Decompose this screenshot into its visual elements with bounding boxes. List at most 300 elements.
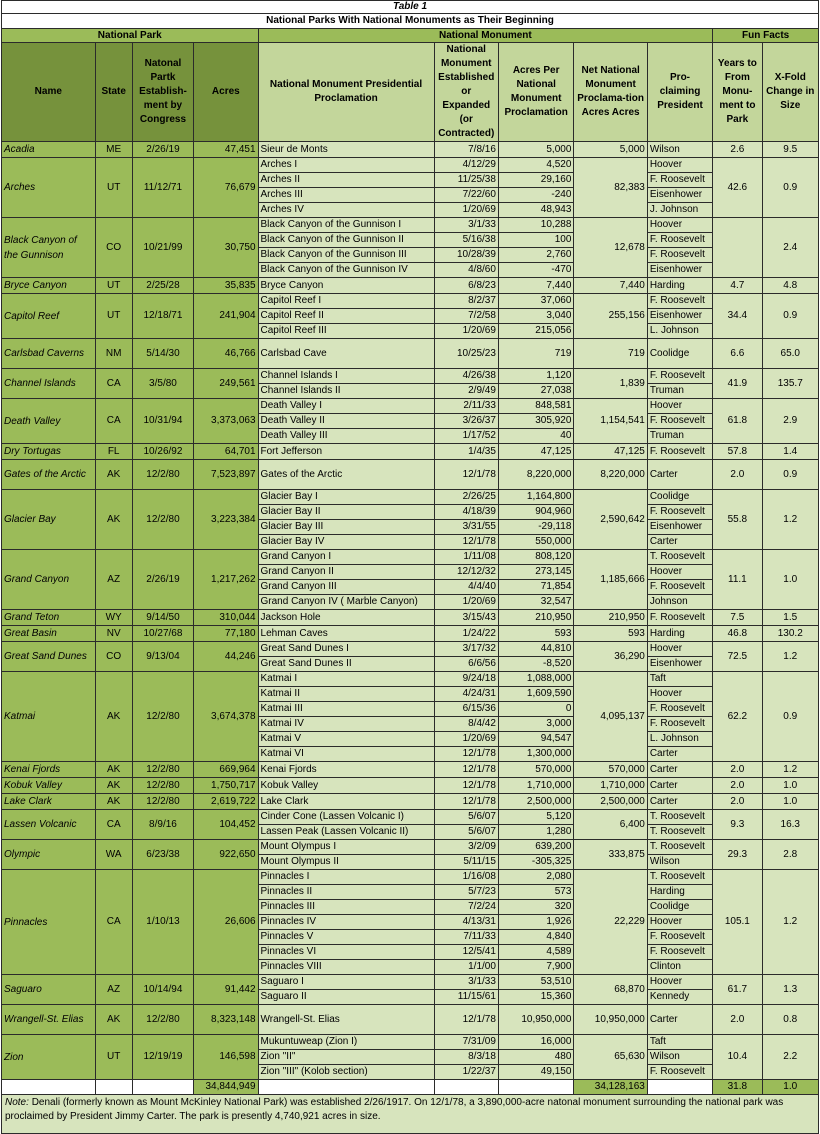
park-established: 10/31/94 bbox=[132, 399, 193, 444]
monument-president: F. Roosevelt bbox=[647, 717, 712, 732]
monument-name: Katmai III bbox=[258, 702, 434, 717]
years-to-park: 9.3 bbox=[713, 810, 762, 840]
park-state: UT bbox=[95, 1035, 132, 1080]
monument-date: 12/5/41 bbox=[434, 945, 498, 960]
park-acres: 44,246 bbox=[194, 642, 258, 672]
park-acres: 3,674,378 bbox=[194, 672, 258, 762]
monument-president: Coolidge bbox=[647, 339, 712, 369]
park-established: 9/13/04 bbox=[132, 642, 193, 672]
monument-acres: 16,000 bbox=[498, 1035, 573, 1050]
park-name: Saguaro bbox=[2, 975, 96, 1005]
monument-president: Eisenhower bbox=[647, 188, 712, 203]
park-name: Acadia bbox=[2, 142, 96, 158]
xfold-change: 1.2 bbox=[762, 642, 818, 672]
table-caption: Table 1 bbox=[2, 1, 819, 14]
park-acres: 46,766 bbox=[194, 339, 258, 369]
park-state: CA bbox=[95, 399, 132, 444]
monument-date: 2/26/25 bbox=[434, 490, 498, 505]
monument-president: Wilson bbox=[647, 142, 712, 158]
monument-acres: 1,088,000 bbox=[498, 672, 573, 687]
monument-president: Carter bbox=[647, 762, 712, 778]
net-acres: 1,710,000 bbox=[574, 778, 647, 794]
park-established: 12/2/80 bbox=[132, 460, 193, 490]
park-name: Kobuk Valley bbox=[2, 778, 96, 794]
net-acres: 593 bbox=[574, 626, 647, 642]
monument-president: F. Roosevelt bbox=[647, 369, 712, 384]
monument-date: 4/13/31 bbox=[434, 915, 498, 930]
park-name: Channel Islands bbox=[2, 369, 96, 399]
net-acres: 2,500,000 bbox=[574, 794, 647, 810]
monument-acres: 2,500,000 bbox=[498, 794, 573, 810]
monument-acres: 1,926 bbox=[498, 915, 573, 930]
monument-date: 5/6/07 bbox=[434, 810, 498, 825]
net-acres: 2,590,642 bbox=[574, 490, 647, 550]
park-state: CA bbox=[95, 369, 132, 399]
group-national-monument: National Monument bbox=[258, 29, 713, 43]
monument-president: F. Roosevelt bbox=[647, 444, 712, 460]
table-row bbox=[2, 1035, 819, 1050]
park-established: 2/26/19 bbox=[132, 550, 193, 610]
park-state: AK bbox=[95, 460, 132, 490]
monument-acres: 71,854 bbox=[498, 580, 573, 595]
monument-acres: 15,360 bbox=[498, 990, 573, 1005]
monument-acres: 94,547 bbox=[498, 732, 573, 747]
monument-acres: 573 bbox=[498, 885, 573, 900]
monument-president: Eisenhower bbox=[647, 657, 712, 672]
header-acres-per-proclamation: Acres Per National Monument Proclamation bbox=[498, 43, 573, 142]
monument-acres: 7,900 bbox=[498, 960, 573, 975]
monument-acres: 1,164,800 bbox=[498, 490, 573, 505]
monument-date: 12/1/78 bbox=[434, 794, 498, 810]
monument-name: Katmai V bbox=[258, 732, 434, 747]
total-acres: 34,844,949 bbox=[194, 1080, 258, 1095]
park-acres: 3,373,063 bbox=[194, 399, 258, 444]
park-established: 12/18/71 bbox=[132, 294, 193, 339]
monument-date: 12/1/78 bbox=[434, 747, 498, 762]
monument-name: Channel Islands II bbox=[258, 384, 434, 399]
monument-president: L. Johnson bbox=[647, 324, 712, 339]
header-state: State bbox=[95, 43, 132, 142]
net-acres: 10,950,000 bbox=[574, 1005, 647, 1035]
monument-date: 7/31/09 bbox=[434, 1035, 498, 1050]
monument-name: Glacier Bay III bbox=[258, 520, 434, 535]
monument-acres: 2,080 bbox=[498, 870, 573, 885]
monument-president: Hoover bbox=[647, 218, 712, 233]
park-established: 8/9/16 bbox=[132, 810, 193, 840]
monument-name: Cinder Cone (Lassen Volcanic I) bbox=[258, 810, 434, 825]
monument-president: J. Johnson bbox=[647, 203, 712, 218]
monument-president: F. Roosevelt bbox=[647, 294, 712, 309]
net-acres: 1,839 bbox=[574, 369, 647, 399]
park-state: AK bbox=[95, 794, 132, 810]
monument-acres: 2,760 bbox=[498, 248, 573, 263]
monument-date: 12/1/78 bbox=[434, 460, 498, 490]
park-established: 10/14/94 bbox=[132, 975, 193, 1005]
net-acres: 333,875 bbox=[574, 840, 647, 870]
park-acres: 1,750,717 bbox=[194, 778, 258, 794]
monument-name: Channel Islands I bbox=[258, 369, 434, 384]
monument-name: Zion "III" (Kolob section) bbox=[258, 1065, 434, 1080]
monument-name: Bryce Canyon bbox=[258, 278, 434, 294]
monument-acres: 593 bbox=[498, 626, 573, 642]
empty-cell bbox=[647, 1080, 712, 1095]
monument-name: Death Valley II bbox=[258, 414, 434, 429]
years-to-park: 2.0 bbox=[713, 762, 762, 778]
monument-date: 10/28/39 bbox=[434, 248, 498, 263]
xfold-change: 130.2 bbox=[762, 626, 818, 642]
header-name: Name bbox=[2, 43, 96, 142]
monument-name: Grand Canyon II bbox=[258, 565, 434, 580]
years-to-park: 42.6 bbox=[713, 158, 762, 218]
table-title: National Parks With National Monuments as Their Beginning bbox=[2, 14, 819, 29]
park-name: Lassen Volcanic bbox=[2, 810, 96, 840]
park-state: AK bbox=[95, 490, 132, 550]
monument-president: Carter bbox=[647, 1005, 712, 1035]
park-name: Carlsbad Caverns bbox=[2, 339, 96, 369]
monument-name: Wrangell-St. Elias bbox=[258, 1005, 434, 1035]
header-established: Natonal Partk Establish-ment by Congress bbox=[132, 43, 193, 142]
monument-date: 3/31/55 bbox=[434, 520, 498, 535]
park-state: CA bbox=[95, 870, 132, 975]
monument-president: Kennedy bbox=[647, 990, 712, 1005]
monument-president: Hoover bbox=[647, 915, 712, 930]
monument-name: Carlsbad Cave bbox=[258, 339, 434, 369]
park-established: 10/26/92 bbox=[132, 444, 193, 460]
monument-acres: 48,943 bbox=[498, 203, 573, 218]
monument-president: Wilson bbox=[647, 855, 712, 870]
xfold-change: 9.5 bbox=[762, 142, 818, 158]
park-acres: 76,679 bbox=[194, 158, 258, 218]
xfold-change: 1.4 bbox=[762, 444, 818, 460]
monument-name: Glacier Bay IV bbox=[258, 535, 434, 550]
park-acres: 35,835 bbox=[194, 278, 258, 294]
monument-name: Lassen Peak (Lassen Volcanic II) bbox=[258, 825, 434, 840]
monument-name: Glacier Bay II bbox=[258, 505, 434, 520]
monument-date: 5/6/07 bbox=[434, 825, 498, 840]
totals-row bbox=[2, 1080, 819, 1095]
park-acres: 64,701 bbox=[194, 444, 258, 460]
monument-date: 12/1/78 bbox=[434, 762, 498, 778]
xfold-change: 1.0 bbox=[762, 550, 818, 610]
note-label: Note: bbox=[5, 1097, 29, 1108]
monument-name: Black Canyon of the Gunnison IV bbox=[258, 263, 434, 278]
monument-date: 7/22/60 bbox=[434, 188, 498, 203]
table-row bbox=[2, 672, 819, 687]
net-acres: 570,000 bbox=[574, 762, 647, 778]
monument-president: L. Johnson bbox=[647, 732, 712, 747]
park-acres: 3,223,384 bbox=[194, 490, 258, 550]
monument-name: Pinnacles I bbox=[258, 870, 434, 885]
monument-president: Hoover bbox=[647, 565, 712, 580]
monument-president: Eisenhower bbox=[647, 309, 712, 324]
monument-name: Pinnacles II bbox=[258, 885, 434, 900]
monument-president: T. Roosevelt bbox=[647, 810, 712, 825]
monument-date: 6/15/36 bbox=[434, 702, 498, 717]
monument-name: Pinnacles IV bbox=[258, 915, 434, 930]
monument-president: Taft bbox=[647, 1035, 712, 1050]
xfold-change: 1.2 bbox=[762, 762, 818, 778]
park-established: 9/14/50 bbox=[132, 610, 193, 626]
net-acres: 65,630 bbox=[574, 1035, 647, 1080]
park-acres: 310,044 bbox=[194, 610, 258, 626]
park-name: Kenai Fjords bbox=[2, 762, 96, 778]
table-row bbox=[2, 975, 819, 990]
park-state: NV bbox=[95, 626, 132, 642]
park-established: 1/10/13 bbox=[132, 870, 193, 975]
note-row bbox=[2, 1095, 819, 1134]
monument-name: Katmai I bbox=[258, 672, 434, 687]
park-name: Dry Tortugas bbox=[2, 444, 96, 460]
monument-date: 12/1/78 bbox=[434, 1005, 498, 1035]
xfold-change: 1.5 bbox=[762, 610, 818, 626]
table-row bbox=[2, 490, 819, 505]
monument-president: T. Roosevelt bbox=[647, 825, 712, 840]
table-row bbox=[2, 142, 819, 158]
monument-date: 3/2/09 bbox=[434, 840, 498, 855]
monument-date: 5/16/38 bbox=[434, 233, 498, 248]
monument-acres: 53,510 bbox=[498, 975, 573, 990]
park-state: UT bbox=[95, 158, 132, 218]
years-to-park: 34.4 bbox=[713, 294, 762, 339]
monument-acres: 5,120 bbox=[498, 810, 573, 825]
monument-name: Black Canyon of the Gunnison II bbox=[258, 233, 434, 248]
monument-date: 7/11/33 bbox=[434, 930, 498, 945]
monument-name: Great Sand Dunes I bbox=[258, 642, 434, 657]
net-acres: 22,229 bbox=[574, 870, 647, 975]
monument-president: Wilson bbox=[647, 1050, 712, 1065]
xfold-change: 4.8 bbox=[762, 278, 818, 294]
monument-date: 1/20/69 bbox=[434, 324, 498, 339]
monument-date: 4/26/38 bbox=[434, 369, 498, 384]
monument-name: Kobuk Valley bbox=[258, 778, 434, 794]
monument-president: F. Roosevelt bbox=[647, 248, 712, 263]
park-acres: 30,750 bbox=[194, 218, 258, 278]
monument-date: 1/17/52 bbox=[434, 429, 498, 444]
park-established: 12/2/80 bbox=[132, 794, 193, 810]
monument-acres: 100 bbox=[498, 233, 573, 248]
table-row bbox=[2, 840, 819, 855]
years-to-park: 61.8 bbox=[713, 399, 762, 444]
monument-name: Black Canyon of the Gunnison I bbox=[258, 218, 434, 233]
monument-acres: 719 bbox=[498, 339, 573, 369]
monument-date: 1/1/00 bbox=[434, 960, 498, 975]
xfold-change: 1.2 bbox=[762, 870, 818, 975]
monument-acres: -29,118 bbox=[498, 520, 573, 535]
years-to-park bbox=[713, 218, 762, 278]
xfold-change: 0.9 bbox=[762, 672, 818, 762]
monument-date: 9/24/18 bbox=[434, 672, 498, 687]
monument-name: Fort Jefferson bbox=[258, 444, 434, 460]
header-president: Pro-claiming President bbox=[647, 43, 712, 142]
monument-name: Grand Canyon III bbox=[258, 580, 434, 595]
monument-acres: -240 bbox=[498, 188, 573, 203]
monument-date: 4/8/60 bbox=[434, 263, 498, 278]
monument-name: Katmai II bbox=[258, 687, 434, 702]
park-state: CO bbox=[95, 642, 132, 672]
xfold-change: 0.9 bbox=[762, 294, 818, 339]
park-established: 6/23/38 bbox=[132, 840, 193, 870]
monument-president: F. Roosevelt bbox=[647, 1065, 712, 1080]
park-name: Grand Canyon bbox=[2, 550, 96, 610]
net-acres: 1,154,541 bbox=[574, 399, 647, 444]
park-state: CA bbox=[95, 810, 132, 840]
monument-name: Grand Canyon IV ( Marble Canyon) bbox=[258, 595, 434, 610]
park-acres: 104,452 bbox=[194, 810, 258, 840]
monument-name: Lake Clark bbox=[258, 794, 434, 810]
monument-date: 4/4/40 bbox=[434, 580, 498, 595]
xfold-change: 1.0 bbox=[762, 778, 818, 794]
table-row bbox=[2, 369, 819, 384]
average-years: 31.8 bbox=[713, 1080, 762, 1095]
header-monument-established: National Monument Established or Expanded (or Contracted) bbox=[434, 43, 498, 142]
park-state: FL bbox=[95, 444, 132, 460]
monument-name: Death Valley I bbox=[258, 399, 434, 414]
monument-president: Coolidge bbox=[647, 900, 712, 915]
monument-president: Harding bbox=[647, 626, 712, 642]
monument-president: Harding bbox=[647, 885, 712, 900]
years-to-park: 55.8 bbox=[713, 490, 762, 550]
table-row bbox=[2, 278, 819, 294]
monument-president: Eisenhower bbox=[647, 520, 712, 535]
monument-date: 4/18/39 bbox=[434, 505, 498, 520]
monument-name: Zion "II" bbox=[258, 1050, 434, 1065]
empty-cell bbox=[132, 1080, 193, 1095]
monument-date: 3/15/43 bbox=[434, 610, 498, 626]
monument-acres: 10,288 bbox=[498, 218, 573, 233]
table-row bbox=[2, 794, 819, 810]
monument-president: F. Roosevelt bbox=[647, 702, 712, 717]
table-row bbox=[2, 810, 819, 825]
monument-date: 1/20/69 bbox=[434, 203, 498, 218]
monument-date: 10/25/23 bbox=[434, 339, 498, 369]
monument-president: Hoover bbox=[647, 399, 712, 414]
header-xfold: X-Fold Change in Size bbox=[762, 43, 818, 142]
net-acres: 719 bbox=[574, 339, 647, 369]
park-name: Black Canyon of the Gunnison bbox=[2, 218, 96, 278]
park-state: AZ bbox=[95, 550, 132, 610]
park-state: UT bbox=[95, 294, 132, 339]
monument-acres: 40 bbox=[498, 429, 573, 444]
monument-date: 12/1/78 bbox=[434, 778, 498, 794]
table-row bbox=[2, 762, 819, 778]
park-acres: 2,619,722 bbox=[194, 794, 258, 810]
header-proclamation: National Monument Presidential Proclamation bbox=[258, 43, 434, 142]
park-acres: 26,606 bbox=[194, 870, 258, 975]
monument-acres: 273,145 bbox=[498, 565, 573, 580]
monument-acres: 49,150 bbox=[498, 1065, 573, 1080]
monument-president: Eisenhower bbox=[647, 263, 712, 278]
years-to-park: 7.5 bbox=[713, 610, 762, 626]
park-acres: 77,180 bbox=[194, 626, 258, 642]
net-acres: 12,678 bbox=[574, 218, 647, 278]
empty-cell bbox=[434, 1080, 498, 1095]
monument-name: Kenai Fjords bbox=[258, 762, 434, 778]
monument-president: Carter bbox=[647, 794, 712, 810]
monument-date: 1/16/08 bbox=[434, 870, 498, 885]
years-to-park: 46.8 bbox=[713, 626, 762, 642]
monument-acres: 27,038 bbox=[498, 384, 573, 399]
monument-president: F. Roosevelt bbox=[647, 930, 712, 945]
xfold-change: 1.3 bbox=[762, 975, 818, 1005]
table-row bbox=[2, 294, 819, 309]
net-acres: 6,400 bbox=[574, 810, 647, 840]
xfold-change: 0.8 bbox=[762, 1005, 818, 1035]
years-to-park: 4.7 bbox=[713, 278, 762, 294]
monument-date: 4/12/29 bbox=[434, 158, 498, 173]
xfold-change: 65.0 bbox=[762, 339, 818, 369]
park-state: ME bbox=[95, 142, 132, 158]
park-acres: 7,523,897 bbox=[194, 460, 258, 490]
park-acres: 241,904 bbox=[194, 294, 258, 339]
park-name: Gates of the Arctic bbox=[2, 460, 96, 490]
monument-name: Capitol Reef II bbox=[258, 309, 434, 324]
monument-president: F. Roosevelt bbox=[647, 173, 712, 188]
park-state: AZ bbox=[95, 975, 132, 1005]
net-acres: 1,185,666 bbox=[574, 550, 647, 610]
monument-president: T. Roosevelt bbox=[647, 840, 712, 855]
monument-name: Katmai VI bbox=[258, 747, 434, 762]
years-to-park: 57.8 bbox=[713, 444, 762, 460]
park-name: Lake Clark bbox=[2, 794, 96, 810]
monument-acres: 37,060 bbox=[498, 294, 573, 309]
monument-date: 2/11/33 bbox=[434, 399, 498, 414]
monument-acres: 1,710,000 bbox=[498, 778, 573, 794]
table-row bbox=[2, 626, 819, 642]
park-state: WA bbox=[95, 840, 132, 870]
monument-name: Capitol Reef III bbox=[258, 324, 434, 339]
years-to-park: 62.2 bbox=[713, 672, 762, 762]
monument-president: F. Roosevelt bbox=[647, 610, 712, 626]
monument-acres: 808,120 bbox=[498, 550, 573, 565]
monument-acres: 320 bbox=[498, 900, 573, 915]
monument-date: 1/20/69 bbox=[434, 595, 498, 610]
xfold-change: 0.9 bbox=[762, 158, 818, 218]
park-name: Zion bbox=[2, 1035, 96, 1080]
monument-acres: 10,950,000 bbox=[498, 1005, 573, 1035]
park-name: Death Valley bbox=[2, 399, 96, 444]
monument-name: Arches II bbox=[258, 173, 434, 188]
years-to-park: 2.6 bbox=[713, 142, 762, 158]
years-to-park: 61.7 bbox=[713, 975, 762, 1005]
years-to-park: 2.0 bbox=[713, 778, 762, 794]
park-acres: 1,217,262 bbox=[194, 550, 258, 610]
park-established: 12/2/80 bbox=[132, 490, 193, 550]
net-acres: 210,950 bbox=[574, 610, 647, 626]
monument-president: Hoover bbox=[647, 158, 712, 173]
park-acres: 669,964 bbox=[194, 762, 258, 778]
park-established: 12/2/80 bbox=[132, 1005, 193, 1035]
net-acres: 36,290 bbox=[574, 642, 647, 672]
net-acres: 255,156 bbox=[574, 294, 647, 339]
table-row bbox=[2, 399, 819, 414]
years-to-park: 2.0 bbox=[713, 794, 762, 810]
monument-date: 6/6/56 bbox=[434, 657, 498, 672]
monument-acres: 7,440 bbox=[498, 278, 573, 294]
monument-president: F. Roosevelt bbox=[647, 233, 712, 248]
monument-name: Pinnacles VI bbox=[258, 945, 434, 960]
park-name: Great Sand Dunes bbox=[2, 642, 96, 672]
park-acres: 47,451 bbox=[194, 142, 258, 158]
xfold-change: 135.7 bbox=[762, 369, 818, 399]
monument-acres: 29,160 bbox=[498, 173, 573, 188]
park-established: 5/14/30 bbox=[132, 339, 193, 369]
monument-date: 8/3/18 bbox=[434, 1050, 498, 1065]
park-name: Bryce Canyon bbox=[2, 278, 96, 294]
monument-acres: -8,520 bbox=[498, 657, 573, 672]
monument-acres: 215,056 bbox=[498, 324, 573, 339]
monument-date: 11/15/61 bbox=[434, 990, 498, 1005]
monument-acres: 1,609,590 bbox=[498, 687, 573, 702]
